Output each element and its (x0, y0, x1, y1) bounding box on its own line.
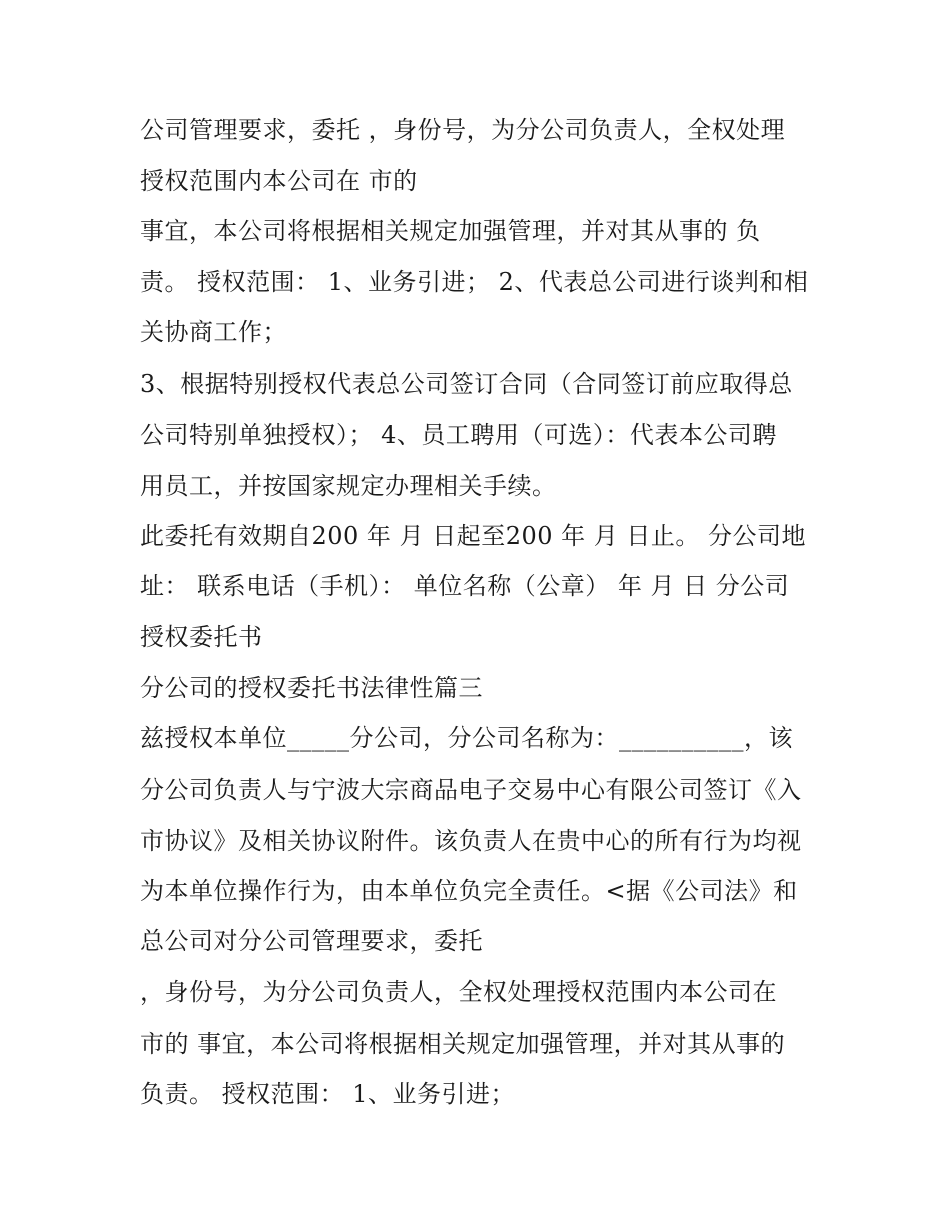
text-line: 关协商工作； (140, 318, 287, 346)
text-line: 总公司对分公司管理要求，委托 (140, 927, 483, 955)
text-line: 授权委托书 (140, 623, 263, 651)
text-line: 公司特别单独授权）； 4、员工聘用（可选）：代表本公司聘 (140, 421, 777, 449)
text-line: 公司管理要求，委托 ，身份号，为分公司负责人，全权处理 (140, 116, 786, 144)
text-line: 责。 授权范围： 1、业务引进； 2、代表总公司进行谈判和相 (140, 268, 809, 296)
text-line: 为本单位操作行为，由本单位负完全责任。<据《公司法》和 (140, 877, 798, 905)
text-line: 此委托有效期自200 年 月 日起至200 年 月 日止。 分公司地 (140, 522, 807, 550)
text-line: 授权范围内本公司在 市的 (140, 167, 418, 195)
text-line: 分公司负责人与宁波大宗商品电子交易中心有限公司签订《入 (140, 776, 802, 804)
text-line: 址： 联系电话（手机）： 单位名称（公章） 年 月 日 分公司 (140, 572, 790, 600)
text-line: 市协议》及相关协议附件。该负责人在贵中心的所有行为均视 (140, 827, 802, 855)
text-line: 市的 事宜，本公司将根据相关规定加强管理，并对其从事的 (140, 1030, 786, 1058)
text-line: 兹授权本单位_____分公司，分公司名称为：__________，该 (140, 724, 793, 752)
section-heading: 分公司的授权委托书法律性篇三 (140, 674, 483, 702)
text-line: 事宜，本公司将根据相关规定加强管理，并对其从事的 负 (140, 217, 761, 245)
text-line: 3、根据特别授权代表总公司签订合同（合同签订前应取得总 (140, 370, 793, 398)
text-line: ，身份号，为分公司负责人，全权处理授权范围内本公司在 (140, 978, 777, 1006)
text-line: 用员工，并按国家规定办理相关手续。 (140, 472, 557, 500)
text-line: 负责。 授权范围： 1、业务引进； (140, 1080, 516, 1108)
